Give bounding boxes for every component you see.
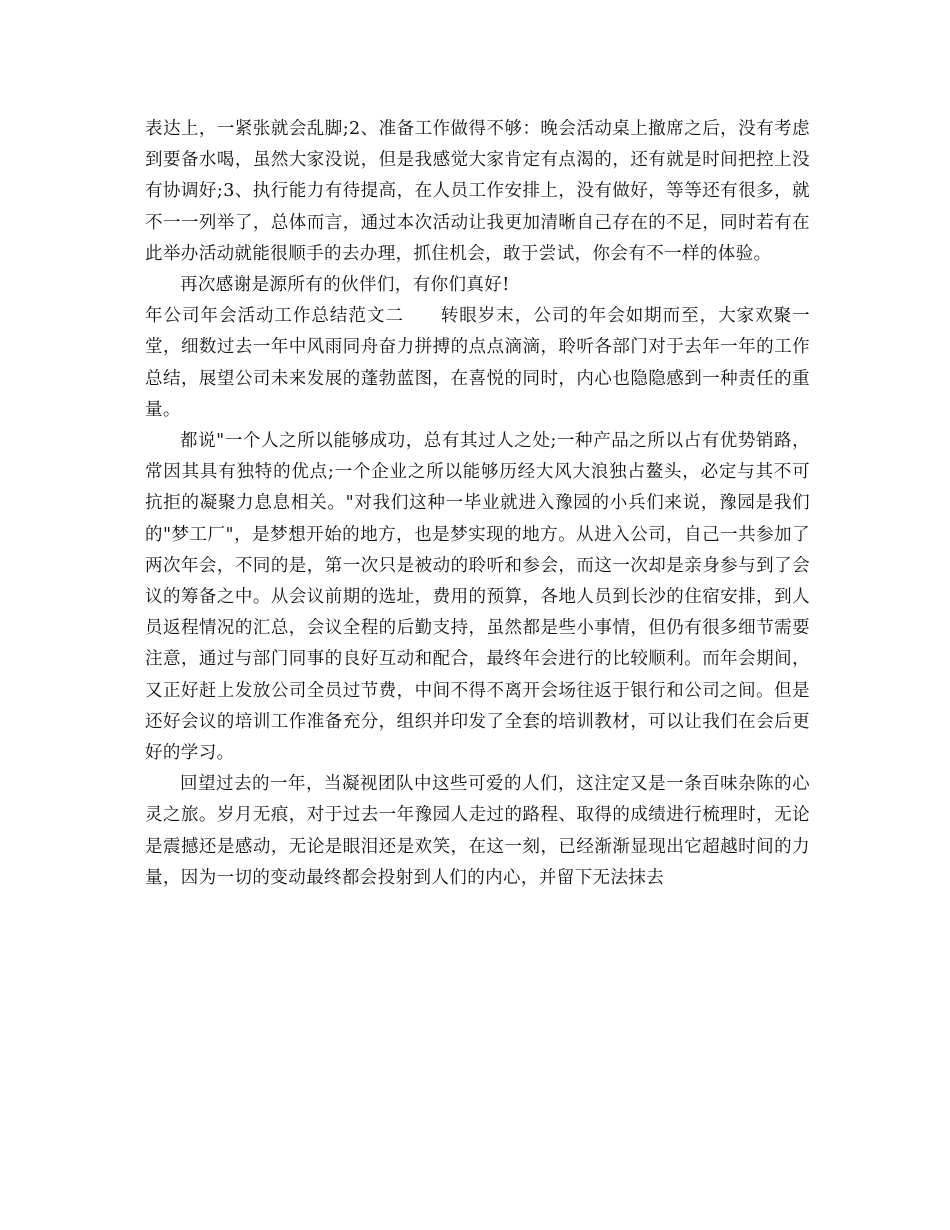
document-body [145,114,810,894]
paragraph-thanks: 再次感谢是源所有的伙伴们，有你们真好! [180,275,510,296]
paragraph-dream-factory: 都说"一个人之所以能够成功，总有其过人之处;一种产品之所以占有优势销路，常因其具有独特的优点;一个企业之所以能够历经大风大浪独占鳌头，必定与其不可抗拒的凝聚力息息相关。"对我们这种一毕业就进入豫园的小兵们来说，豫园是我们的"梦工厂"，是梦想开始的地方，也是梦实现的地方。从进入公司，自己一共参加了两次年会，不同的是，第一次只是被动的聆听和参会，而这一次却是亲身参与到了会议的筹备之中。从会议前期的选址，费用的预算，各地人员到长沙的住宿安排，到人员返程情况的汇总，会议全程的后勤支持，虽然都是些小事情，但仍有很多细节需要注意，通过与部门同事的良好互动和配合，最终年会进行的比较顺利。而年会期间，又正好赶上发放公司全员过节费，中间不得不离开会场往返于银行和公司之间。但是还好会议的培训工作准备充分，组织并印发了全套的培训教材，可以让我们在会后更好的学习。 [145,431,810,764]
paragraph-sample-two-intro: 年公司年会活动工作总结范文二 转眼岁末，公司的年会如期而至，大家欢聚一堂，细数过去一年中风雨同舟奋力拼搏的点点滴滴，聆听各部门对于去年一年的工作总结，展望公司未来发展的蓬勃蓝图，在喜悦的同时，内心也隐隐感到一种责任的重量。 [145,306,810,420]
paragraph-continued-summary: 表达上，一紧张就会乱脚;2、准备工作做得不够：晚会活动桌上撤席之后，没有考虑到要备水喝，虽然大家没说，但是我感觉大家肯定有点渴的，还有就是时间把控上没有协调好;3、执行能力有待提高，在人员工作安排上，没有做好，等等还有很多，就不一一列举了，总体而言，通过本次活动让我更加清晰自己存在的不足，同时若有在此举办活动就能很顺手的去办理，抓住机会，敢于尝试，你会有不一样的体验。 [145,119,810,264]
paragraph-looking-back: 回望过去的一年，当凝视团队中这些可爱的人们，这注定又是一条百味杂陈的心灵之旅。岁月无痕，对于过去一年豫园人走过的路程、取得的成绩进行梳理时，无论是震撼还是感动，无论是眼泪还是欢笑，在这一刻，已经渐渐显现出它超越时间的力量，因为一切的变动最终都会投射到人们的内心，并留下无法抹去 [145,774,810,888]
